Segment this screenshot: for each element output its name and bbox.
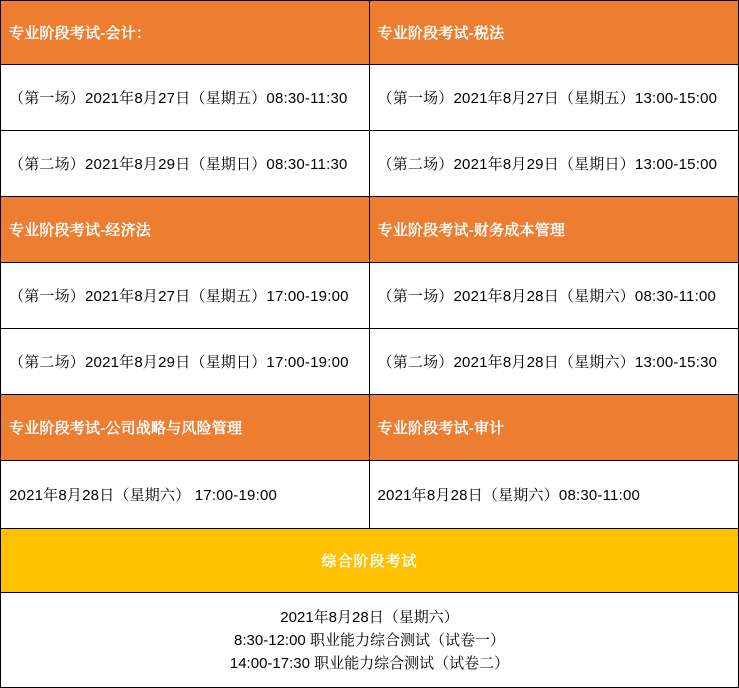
schedule-cell: 2021年8月28日（星期六） 17:00-19:00 <box>1 461 370 528</box>
schedule-cell: （第一场）2021年8月27日（星期五）13:00-15:00 <box>377 90 718 107</box>
section-header-audit: 专业阶段考试-审计 <box>370 395 739 460</box>
comprehensive-exam-details <box>1 593 738 687</box>
table-row <box>1 131 738 197</box>
table-row <box>1 65 738 131</box>
comprehensive-exam-date: 2021年8月28日（星期六） <box>280 608 459 626</box>
table-row <box>1 395 738 461</box>
comprehensive-exam-session-2: 14:00-17:30 职业能力综合测试（试卷二） <box>229 654 510 672</box>
schedule-cell: （第二场）2021年8月29日（星期日）17:00-19:00 <box>1 329 370 394</box>
table-row <box>1 329 738 395</box>
section-header-economic-law: 专业阶段考试-经济法 <box>1 197 370 262</box>
comprehensive-exam-banner <box>1 529 738 593</box>
comprehensive-exam-banner-title: 综合阶段考试 <box>321 553 418 570</box>
schedule-cell: （第一场）2021年8月27日（星期五）08:30-11:30 <box>1 65 370 130</box>
section-header-tax-law: 专业阶段考试-税法 <box>370 1 739 64</box>
schedule-cell: （第一场）2021年8月27日（星期五）17:00-19:00 <box>1 263 370 328</box>
schedule-cell: （第二场）2021年8月28日（星期六）13:00-15:30 <box>377 354 718 371</box>
section-header-accounting: 专业阶段考试-会计： <box>1 1 370 64</box>
table-row <box>1 263 738 329</box>
schedule-cell: （第二场）2021年8月29日（星期日）08:30-11:30 <box>1 131 370 196</box>
comprehensive-exam-session-1: 8:30-12:00 职业能力综合测试（试卷一） <box>234 631 505 649</box>
schedule-cell: 2021年8月28日（星期六）08:30-11:00 <box>377 487 641 504</box>
schedule-cell: （第一场）2021年8月28日（星期六）08:30-11:00 <box>377 288 717 305</box>
section-header-financial-cost-management: 专业阶段考试-财务成本管理 <box>370 197 739 262</box>
schedule-cell: （第二场）2021年8月29日（星期日）13:00-15:00 <box>377 156 718 173</box>
table-row <box>1 461 738 529</box>
table-row <box>1 197 738 263</box>
table-row <box>1 1 738 65</box>
section-header-strategy-risk-management: 专业阶段考试-公司战略与风险管理 <box>1 395 370 460</box>
